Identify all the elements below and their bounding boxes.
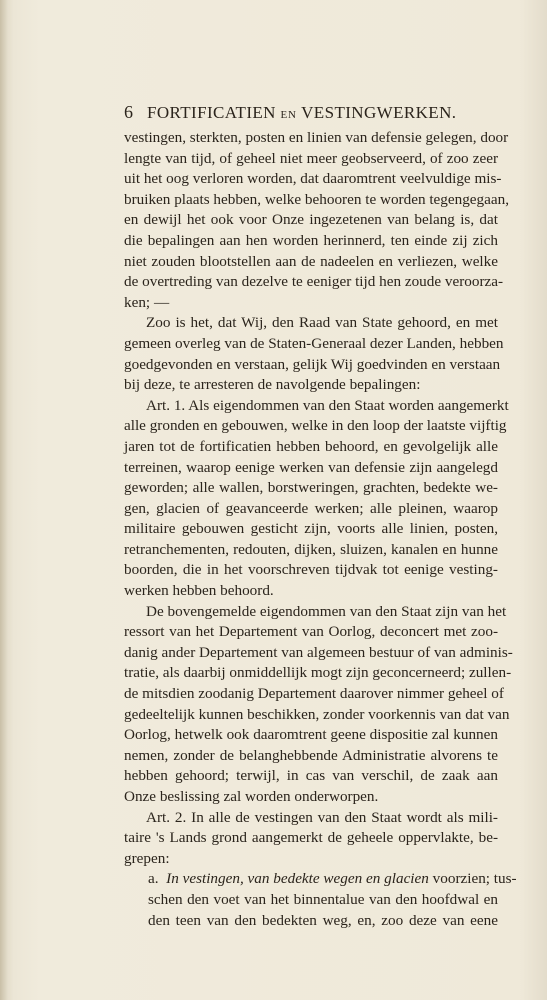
text-line: bij deze, te arresteren de navolgende bepalingen: xyxy=(124,376,421,394)
text-line: danig ander Departement van algemeen bestuur of van adminis- xyxy=(124,643,513,661)
page-number: 6 xyxy=(124,102,133,122)
text-line: retranchementen, redouten, dijken, sluizen, kanalen en hunne xyxy=(124,540,498,558)
text-line: bruiken plaats hebben, welke behooren te worden tegengegaan, xyxy=(124,190,510,208)
text-line: Oorlog, hetwelk ook daaromtrent geene dispositie zal kunnen xyxy=(124,726,498,744)
text-line: nemen, zonder de belanghebbende Administratie alvorens te xyxy=(124,746,498,764)
page-gutter xyxy=(0,0,8,1000)
text-line: de overtreding van dezelve te eeniger tijd hen zoude veroorza- xyxy=(124,273,504,291)
item-a-letter: a. xyxy=(148,870,159,888)
text-line: taire 's Lands grond aangemerkt de geheele oppervlakte, be- xyxy=(124,829,498,847)
text-line: De bovengemelde eigendommen van den Staat zijn van het xyxy=(146,602,507,620)
body-text xyxy=(124,128,517,931)
text-line: vestingen, sterkten, posten en linien van defensie gelegen, door xyxy=(124,129,509,146)
item-a-rest: voorzien; tus- xyxy=(428,870,517,888)
text-line: hebben gehoord; terwijl, in cas van verschil, de zaak aan xyxy=(124,767,498,785)
text-line: die bepalingen aan hen worden herinnerd, ten einde zij zich xyxy=(124,231,498,249)
running-header xyxy=(124,102,484,123)
running-title xyxy=(147,103,456,123)
text-line: ken; — xyxy=(124,293,170,311)
text-line: niet zouden blootstellen aan de nadeelen en verliezen, welke xyxy=(124,252,498,270)
text-line: en dewijl het ook voor Onze ingezetenen van belang is, dat xyxy=(124,211,498,229)
text-line: gemeen overleg van de Staten-Generaal dezer Landen, hebben xyxy=(124,334,504,352)
text-line: geworden; alle wallen, borstweringen, grachten, bedekte we- xyxy=(124,479,498,497)
text-line: alle gronden en gebouwen, welke in den loop der laatste vijftig xyxy=(124,417,507,435)
running-title-part1: FORTIFICATIEN xyxy=(147,103,276,122)
text-line: jaren tot de fortificatien hebben behoord, en gevolgelijk alle xyxy=(124,437,498,455)
text-line: Art. 2. In alle de vestingen van den Staat wordt als mili- xyxy=(146,808,498,826)
item-a-continuation-line: schen den voet van het binnentalue van den hoofdwal en xyxy=(148,890,498,908)
text-line: de mitsdien zoodanig Departement daarover nimmer geheel of xyxy=(124,685,504,703)
item-a-line xyxy=(124,869,517,890)
text-line: boorden, die in het voorschreven tijdvak tot eenige vesting- xyxy=(124,561,498,579)
text-line: gedeeltelijk kunnen beschikken, zonder voorkennis van dat van xyxy=(124,705,510,723)
text-line: goedgevonden en verstaan, gelijk Wij goedvinden en verstaan xyxy=(124,355,501,373)
text-line: Onze beslissing zal worden onderworpen. xyxy=(124,788,379,805)
text-line: terreinen, waarop eenige werken van defensie zijn aangelegd xyxy=(124,458,498,476)
text-line: uit het oog verloren worden, dat daaromtrent veelvuldige mis- xyxy=(124,170,502,188)
text-line: grepen: xyxy=(124,849,170,867)
text-line: lengte van tijd, of geheel niet meer geobserveerd, of zoo zeer xyxy=(124,149,498,167)
running-title-connector: EN xyxy=(280,109,297,121)
text-line: militaire gebouwen gesticht zijn, voorts alle linien, posten, xyxy=(124,520,498,538)
text-line: Art. 1. Als eigendommen van den Staat worden aangemerkt xyxy=(146,396,509,414)
text-line: tratie, als daarbij onmiddellijk mogt zijn geconcerneerd; zullen- xyxy=(124,664,512,682)
text-line: ressort van het Departement van Oorlog, deconcert met zoo- xyxy=(124,623,498,641)
running-title-part2: VESTINGWERKEN. xyxy=(301,103,457,122)
item-a-italic: In vestingen, van bedekte wegen en glacien xyxy=(166,870,429,888)
item-a-continuation-line: den teen van den bedekten weg, en, zoo deze van eene xyxy=(148,911,498,929)
text-line: gen, glacien of geavanceerde werken; alle pleinen, waarop xyxy=(124,499,498,517)
text-line: werken hebben behoord. xyxy=(124,582,274,600)
text-line: Zoo is het, dat Wij, den Raad van State gehoord, en met xyxy=(146,314,498,332)
